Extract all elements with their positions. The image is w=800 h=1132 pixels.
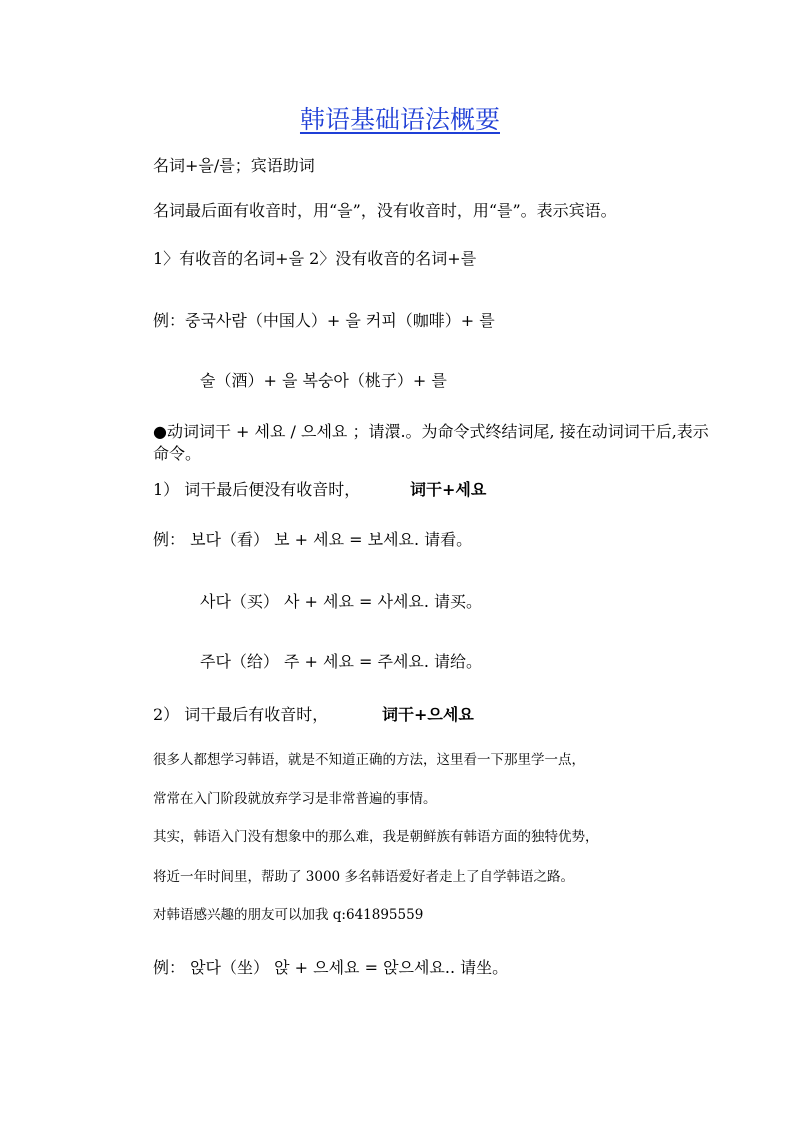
example-line: 주다（给） 주 + 세요 = 주세요. 请给。 (200, 652, 483, 671)
section-heading-object-particle: 名词+을/를；宾语助词 (153, 156, 315, 175)
example-line: 例：중국사람（中国人）+ 을 커피（咖啡）+ 를 (153, 311, 495, 330)
promo-contact-line: 对韩语感兴趣的朋友可以加我 q:641895559 (153, 907, 424, 923)
promo-line: 常常在入门阶段就放弃学习是非常普遍的事情。 (153, 791, 437, 807)
text-line: 名词最后面有收音时，用“을”，没有收音时，用“를”。表示宾语。 (153, 201, 617, 220)
example-line: 例： 앉다（坐） 앉 + 으세요 = 앉으세요.. 请坐。 (153, 958, 509, 977)
promo-line: 其实，韩语入门没有想象中的那么难，我是朝鲜族有韩语方面的独特优势， (153, 829, 599, 845)
rule-line: 2） 词干最后有收音时， (153, 705, 329, 724)
promo-line: 很多人都想学习韩语，就是不知道正确的方法，这里看一下那里学一点， (153, 752, 585, 768)
example-line: 사다（买） 사 + 세요 = 사세요. 请买。 (200, 592, 483, 611)
rule-formula: 词干+세요 (410, 480, 487, 499)
bullet-paragraph-imperative: ●动词词干 + 세요 / 으세요 ；请澴.。为命令式终结词尾, 接在动词词干后,表示命令。 (153, 422, 709, 464)
text-line: 1〉有收音的名词+을 2〉没有收音的名词+를 (153, 249, 477, 268)
rule-formula: 词干+으세요 (382, 705, 474, 724)
example-line: 例： 보다（看） 보 + 세요 = 보세요. 请看。 (153, 530, 473, 549)
rule-line: 1） 词干最后便没有收音时， (153, 480, 361, 499)
page-title: 韩语基础语法概要 (299, 105, 500, 134)
promo-line: 将近一年时间里，帮助了 3000 多名韩语爱好者走上了自学韩语之路。 (153, 869, 574, 885)
example-line: 술（酒）+ 을 복숭아（桃子）+ 를 (200, 371, 447, 390)
